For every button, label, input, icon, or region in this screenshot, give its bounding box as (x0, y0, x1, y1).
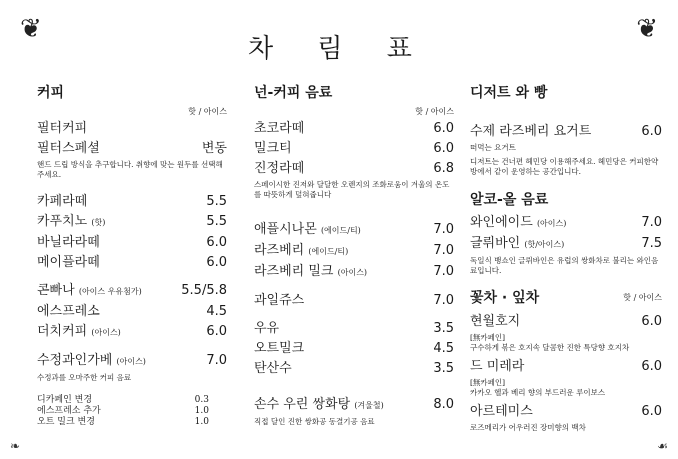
menu-item: 필터커피 (37, 121, 88, 136)
section-heading: 알코-올 음료 (470, 192, 549, 208)
ornament-right-icon: ❦ (636, 14, 658, 44)
hot-ice-hint: 핫 / 아이스 (188, 107, 227, 116)
section-heading: 커피 (37, 85, 65, 101)
menu-item: 현월호지 6.0 (470, 314, 662, 329)
menu-item: 드 미레라 6.0 (470, 359, 662, 374)
option-row: 디카페인 변경 0.3 (37, 395, 209, 405)
page-title: 차 림 표 (248, 34, 430, 64)
menu-item: 초코라떼 6.0 (254, 121, 454, 136)
menu-item: 카페라떼 5.5 (37, 194, 227, 209)
menu-item: 콘빠나 (아이스 우유첨가) 5.5/5.8 (37, 283, 227, 298)
menu-item: 탄산수 3.5 (254, 361, 454, 376)
menu-item: 글뤼바인 (핫/아이스) 7.5 (470, 236, 662, 251)
menu-item: 메이플라떼 6.0 (37, 255, 227, 270)
noncoffee-section (254, 82, 454, 431)
item-note: 떠먹는 요거트 (470, 143, 516, 152)
menu-item: 손수 우린 쌍화탕 (겨울철) 8.0 (254, 397, 454, 412)
item-note: 독일식 뱅쇼인 글뤼바인은 유럽의 쌍화차로 불리는 와인음료입니다. (470, 256, 659, 275)
menu-item: 우유 3.5 (254, 321, 454, 336)
section-heading-row: 꽃차 · 잎차 핫 / 아이스 (470, 290, 662, 306)
section-heading: 넌-커피 음료 (254, 85, 333, 101)
menu-item: 과일쥬스 7.0 (254, 293, 454, 308)
corner-ornament-icon: ☙ (657, 439, 668, 453)
item-note: 로즈메리가 어우러진 장미향의 백차 (470, 423, 586, 432)
item-note: 직접 달인 진한 쌍화공 동결기공 음료 (254, 417, 375, 426)
menu-item: 오트밀크 4.5 (254, 341, 454, 356)
menu-item: 수정과인가베 (아이스) 7.0 (37, 353, 227, 368)
menu-item: 수제 라즈베리 요거트 6.0 (470, 124, 662, 139)
menu-item: 와인에이드 (아이스) 7.0 (470, 215, 662, 230)
menu-item: 바닐라라떼 6.0 (37, 235, 227, 250)
ornament-left-icon: ❦ (20, 14, 42, 44)
menu-item: 더치커피 (아이스) 6.0 (37, 324, 227, 339)
item-note: [無카페인] 카카오 헬과 베리 향의 부드러운 루이보스 (470, 378, 606, 397)
item-note: 핸드 드립 방식을 추구합니다. 취향에 맞는 원두를 선택해 주세요. (37, 160, 223, 179)
hot-ice-hint: 핫 / 아이스 (415, 107, 454, 116)
menu-item: 라즈베리 밀크 (아이스) 7.0 (254, 264, 454, 279)
menu-item: 필터스페셜 변동 (37, 141, 227, 156)
item-note: 수정과를 오마주한 커피 음료 (37, 373, 132, 382)
menu-item: 라즈베리 (에이드/티) 7.0 (254, 243, 454, 258)
item-note: [無카페인] 구수하게 볶은 호지속 달콤한 진한 특당향 호지차 (470, 333, 630, 352)
menu-item: 에스프레소 4.5 (37, 304, 227, 319)
item-note: 디저트는 건너편 헤민당 이용해주세요. 헤민당은 커피한약방에서 같이 운영하는 공간입니다. (470, 157, 659, 176)
section-heading: 디저트 와 빵 (470, 85, 548, 101)
item-note: 스페이시한 진저와 달달한 오렌지의 조화로움이 겨울의 온도를 따뜻하게 덮혀줍니다 (254, 180, 450, 199)
menu-item: 밀크티 6.0 (254, 141, 454, 156)
menu-item: 카푸치노 (핫) 5.5 (37, 214, 227, 229)
menu-item: 아르테미스 6.0 (470, 404, 662, 419)
menu-item: 애플시나몬 (에이드/티) 7.0 (254, 222, 454, 237)
option-row: 오트 밀크 변경 1.0 (37, 417, 209, 427)
option-row: 에스프레소 추가 1.0 (37, 406, 209, 416)
menu-item: 진정라떼 6.8 (254, 161, 454, 176)
corner-ornament-icon: ❧ (10, 439, 21, 453)
coffee-section (37, 82, 227, 428)
dessert-section (470, 82, 662, 437)
